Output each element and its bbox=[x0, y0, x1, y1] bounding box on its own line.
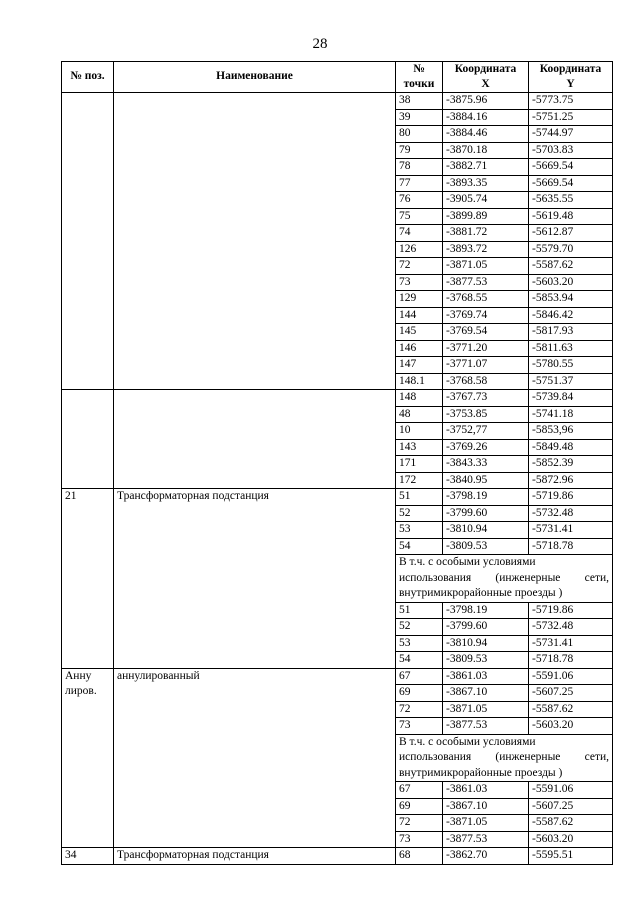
coord-y-cell: -5773.75 bbox=[529, 93, 613, 110]
coord-y-cell: -5635.55 bbox=[529, 192, 613, 209]
position-cell bbox=[62, 390, 114, 489]
coord-x-cell: -3862.70 bbox=[443, 848, 529, 865]
coord-y-cell: -5751.25 bbox=[529, 109, 613, 126]
special-conditions-note bbox=[396, 555, 613, 603]
table-row bbox=[62, 848, 613, 865]
point-number-cell: 72 bbox=[396, 701, 443, 718]
coord-y-cell: -5591.06 bbox=[529, 782, 613, 799]
point-number-cell: 54 bbox=[396, 652, 443, 669]
coord-y-cell: -5731.41 bbox=[529, 635, 613, 652]
coord-y-cell: -5853,96 bbox=[529, 423, 613, 440]
coord-x-cell: -3871.05 bbox=[443, 258, 529, 275]
coord-y-cell: -5872.96 bbox=[529, 472, 613, 489]
coord-y-cell: -5591.06 bbox=[529, 668, 613, 685]
coord-y-cell: -5741.18 bbox=[529, 406, 613, 423]
coord-y-cell: -5719.86 bbox=[529, 489, 613, 506]
point-number-cell: 53 bbox=[396, 635, 443, 652]
coord-y-cell: -5587.62 bbox=[529, 701, 613, 718]
coord-x-cell: -3871.05 bbox=[443, 701, 529, 718]
point-number-cell: 73 bbox=[396, 274, 443, 291]
point-number-cell: 79 bbox=[396, 142, 443, 159]
coord-x-cell: -3767.73 bbox=[443, 390, 529, 407]
point-number-cell: 38 bbox=[396, 93, 443, 110]
position-cell: 34 bbox=[62, 848, 114, 865]
coord-y-cell: -5731.41 bbox=[529, 522, 613, 539]
coord-x-cell: -3768.55 bbox=[443, 291, 529, 308]
coord-x-cell: -3753.85 bbox=[443, 406, 529, 423]
note-line: В т.ч. с особыми условиями bbox=[399, 735, 536, 748]
coord-y-cell: -5587.62 bbox=[529, 815, 613, 832]
coord-y-cell: -5751.37 bbox=[529, 373, 613, 390]
coord-x-cell: -3771.20 bbox=[443, 340, 529, 357]
point-number-cell: 51 bbox=[396, 602, 443, 619]
table-body bbox=[62, 93, 613, 865]
note-line: внутримикрорайонные проезды ) bbox=[399, 587, 563, 599]
coord-y-cell: -5703.83 bbox=[529, 142, 613, 159]
point-number-cell: 144 bbox=[396, 307, 443, 324]
table-row bbox=[62, 93, 613, 110]
coord-x-cell: -3871.05 bbox=[443, 815, 529, 832]
header-coord-x-line2: X bbox=[481, 78, 490, 90]
coord-y-cell: -5595.51 bbox=[529, 848, 613, 865]
coord-y-cell: -5853.94 bbox=[529, 291, 613, 308]
coord-x-cell: -3752,77 bbox=[443, 423, 529, 440]
point-number-cell: 171 bbox=[396, 456, 443, 473]
coord-x-cell: -3882.71 bbox=[443, 159, 529, 176]
coord-x-cell: -3867.10 bbox=[443, 685, 529, 702]
point-number-cell: 73 bbox=[396, 831, 443, 848]
coord-x-cell: -3899.89 bbox=[443, 208, 529, 225]
coord-y-cell: -5780.55 bbox=[529, 357, 613, 374]
coord-y-cell: -5603.20 bbox=[529, 274, 613, 291]
coord-x-cell: -3875.96 bbox=[443, 93, 529, 110]
point-number-cell: 52 bbox=[396, 505, 443, 522]
page-number: 28 bbox=[312, 36, 328, 52]
coord-x-cell: -3843.33 bbox=[443, 456, 529, 473]
point-number-cell: 67 bbox=[396, 668, 443, 685]
point-number-cell: 69 bbox=[396, 798, 443, 815]
coord-x-cell: -3877.53 bbox=[443, 718, 529, 735]
special-conditions-note bbox=[396, 734, 613, 782]
name-cell: аннулированный bbox=[114, 668, 396, 848]
table-row bbox=[62, 489, 613, 506]
note-line: использования (инженерные сети, bbox=[399, 571, 609, 584]
point-number-cell: 67 bbox=[396, 782, 443, 799]
point-number-cell: 148 bbox=[396, 390, 443, 407]
coord-y-cell: -5603.20 bbox=[529, 831, 613, 848]
coord-y-cell: -5718.78 bbox=[529, 538, 613, 555]
point-number-cell: 148.1 bbox=[396, 373, 443, 390]
coord-y-cell: -5579.70 bbox=[529, 241, 613, 258]
point-number-cell: 51 bbox=[396, 489, 443, 506]
name-cell bbox=[114, 93, 396, 390]
coord-y-cell: -5739.84 bbox=[529, 390, 613, 407]
coord-y-cell: -5603.20 bbox=[529, 718, 613, 735]
coord-x-cell: -3769.74 bbox=[443, 307, 529, 324]
coord-y-cell: -5849.48 bbox=[529, 439, 613, 456]
coord-x-cell: -3877.53 bbox=[443, 831, 529, 848]
table-row bbox=[62, 390, 613, 407]
point-number-cell: 145 bbox=[396, 324, 443, 341]
coord-y-cell: -5732.48 bbox=[529, 619, 613, 636]
coord-x-cell: -3884.16 bbox=[443, 109, 529, 126]
point-number-cell: 68 bbox=[396, 848, 443, 865]
coord-x-cell: -3798.19 bbox=[443, 489, 529, 506]
point-number-cell: 77 bbox=[396, 175, 443, 192]
header-point-number bbox=[396, 62, 443, 93]
header-name: Наименование bbox=[114, 62, 396, 93]
header-coord-y-line2: Y bbox=[566, 78, 575, 90]
coord-x-cell: -3905.74 bbox=[443, 192, 529, 209]
point-number-cell: 80 bbox=[396, 126, 443, 143]
position-cell: Анну лиров. bbox=[62, 668, 114, 848]
coord-x-cell: -3893.35 bbox=[443, 175, 529, 192]
point-number-cell: 69 bbox=[396, 685, 443, 702]
point-number-cell: 72 bbox=[396, 258, 443, 275]
coord-y-cell: -5852.39 bbox=[529, 456, 613, 473]
coord-x-cell: -3771.07 bbox=[443, 357, 529, 374]
table-row bbox=[62, 668, 613, 685]
coord-x-cell: -3809.53 bbox=[443, 538, 529, 555]
coord-x-cell: -3810.94 bbox=[443, 522, 529, 539]
point-number-cell: 75 bbox=[396, 208, 443, 225]
position-cell bbox=[62, 93, 114, 390]
coord-y-cell: -5811.63 bbox=[529, 340, 613, 357]
point-number-cell: 39 bbox=[396, 109, 443, 126]
coord-y-cell: -5817.93 bbox=[529, 324, 613, 341]
coordinates-table bbox=[61, 61, 613, 865]
point-number-cell: 54 bbox=[396, 538, 443, 555]
coord-y-cell: -5619.48 bbox=[529, 208, 613, 225]
coord-x-cell: -3799.60 bbox=[443, 505, 529, 522]
point-number-cell: 147 bbox=[396, 357, 443, 374]
coord-x-cell: -3840.95 bbox=[443, 472, 529, 489]
note-line: использования (инженерные сети, bbox=[399, 751, 609, 763]
point-number-cell: 48 bbox=[396, 406, 443, 423]
header-point-number-line2: точки bbox=[403, 78, 435, 90]
name-cell: Трансформаторная подстанция bbox=[114, 848, 396, 865]
point-number-cell: 53 bbox=[396, 522, 443, 539]
coord-x-cell: -3861.03 bbox=[443, 668, 529, 685]
coord-x-cell: -3810.94 bbox=[443, 635, 529, 652]
name-cell bbox=[114, 390, 396, 489]
note-line: В т.ч. с особыми условиями bbox=[399, 556, 536, 568]
point-number-cell: 73 bbox=[396, 718, 443, 735]
header-coord-x-line1: Координата bbox=[454, 63, 517, 75]
coord-y-cell: -5732.48 bbox=[529, 505, 613, 522]
point-number-cell: 126 bbox=[396, 241, 443, 258]
coord-y-cell: -5607.25 bbox=[529, 798, 613, 815]
coord-x-cell: -3870.18 bbox=[443, 142, 529, 159]
coord-y-cell: -5587.62 bbox=[529, 258, 613, 275]
coord-x-cell: -3798.19 bbox=[443, 602, 529, 619]
coord-y-cell: -5846.42 bbox=[529, 307, 613, 324]
point-number-cell: 52 bbox=[396, 619, 443, 636]
point-number-cell: 78 bbox=[396, 159, 443, 176]
coord-x-cell: -3893.72 bbox=[443, 241, 529, 258]
header-position: № поз. bbox=[62, 62, 114, 93]
coord-y-cell: -5607.25 bbox=[529, 685, 613, 702]
coord-x-cell: -3877.53 bbox=[443, 274, 529, 291]
point-number-cell: 10 bbox=[396, 423, 443, 440]
coord-y-cell: -5718.78 bbox=[529, 652, 613, 669]
coord-x-cell: -3769.26 bbox=[443, 439, 529, 456]
coord-x-cell: -3809.53 bbox=[443, 652, 529, 669]
header-coord-y-line1: Координата bbox=[539, 63, 602, 75]
name-cell: Трансформаторная подстанция bbox=[114, 489, 396, 669]
coord-x-cell: -3881.72 bbox=[443, 225, 529, 242]
coord-x-cell: -3799.60 bbox=[443, 619, 529, 636]
point-number-cell: 172 bbox=[396, 472, 443, 489]
coord-y-cell: -5719.86 bbox=[529, 602, 613, 619]
coord-y-cell: -5744.97 bbox=[529, 126, 613, 143]
point-number-cell: 72 bbox=[396, 815, 443, 832]
point-number-cell: 146 bbox=[396, 340, 443, 357]
coord-x-cell: -3769.54 bbox=[443, 324, 529, 341]
note-line: внутримикрорайонные проезды ) bbox=[399, 766, 563, 779]
point-number-cell: 143 bbox=[396, 439, 443, 456]
coord-y-cell: -5669.54 bbox=[529, 159, 613, 176]
coord-x-cell: -3884.46 bbox=[443, 126, 529, 143]
point-number-cell: 74 bbox=[396, 225, 443, 242]
point-number-cell: 129 bbox=[396, 291, 443, 308]
position-cell: 21 bbox=[62, 489, 114, 669]
header-point-number-line1: № bbox=[413, 63, 425, 75]
coord-y-cell: -5612.87 bbox=[529, 225, 613, 242]
header-coord-x bbox=[443, 62, 529, 93]
table-header-row bbox=[62, 62, 613, 93]
coord-x-cell: -3768.58 bbox=[443, 373, 529, 390]
point-number-cell: 76 bbox=[396, 192, 443, 209]
coord-x-cell: -3867.10 bbox=[443, 798, 529, 815]
coord-y-cell: -5669.54 bbox=[529, 175, 613, 192]
coord-x-cell: -3861.03 bbox=[443, 782, 529, 799]
header-coord-y bbox=[529, 62, 613, 93]
